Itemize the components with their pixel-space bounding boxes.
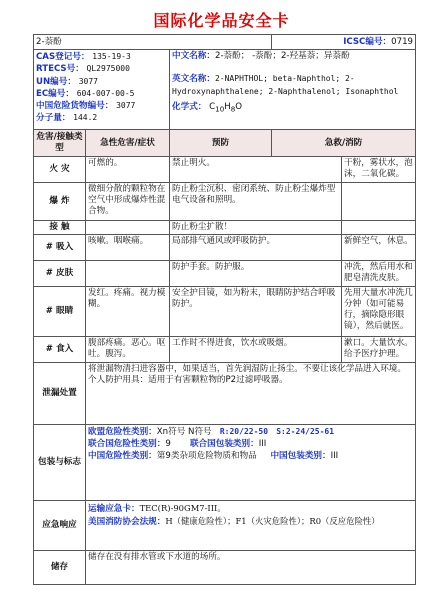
- card-title: 国际化学品安全卡: [153, 11, 290, 30]
- formula-line: 化学式： $C_{10}H_8O$: [172, 101, 243, 114]
- storage-row: [34, 551, 416, 585]
- inhale-type: # 吸入: [34, 235, 86, 261]
- cas-line: CAS登记号： 135-19-3: [36, 52, 131, 62]
- chemical-name: 2-萘酚: [34, 35, 272, 50]
- ingest-row: [34, 337, 416, 363]
- nfpa-line: 美国消防协会法规：H（健康危险性）；F1（火灾危险性）；R0（反应危险性）: [88, 516, 380, 527]
- ingest-prevention: 工作时不得进食，饮水或吸烟。: [170, 337, 342, 363]
- ingest-hazard: 腹部疼痛。恶心。呕吐。腹泻。: [86, 337, 170, 363]
- identifiers-cell: [34, 50, 170, 130]
- transport-card-line: 运输应急卡：TEC(R)-90GM7-III。: [88, 503, 226, 514]
- eu-class-line: 欧盟危险性类别：Xn符号 N符号 R:20/22-50 S:2-24/25-61: [88, 427, 335, 437]
- ec-line: EC编号： 604-007-00-5: [36, 88, 135, 99]
- fire-hazard: 可燃的。: [86, 157, 170, 183]
- fire-aid: 干粉，雾状水，泡沫，二氧化碳。: [342, 157, 416, 183]
- skin-aid: 冲洗，然后用水和肥皂清洗皮肤。: [342, 261, 416, 287]
- skin-row: [34, 261, 416, 287]
- explosion-aid: [342, 183, 416, 221]
- header-hazard: 急性危害/症状: [86, 130, 170, 157]
- rtecs-line: RTECS号： QL2975000: [36, 64, 130, 75]
- inhale-row: [34, 235, 416, 261]
- skin-type: # 皮肤: [34, 261, 86, 287]
- ingest-type: # 食入: [34, 337, 86, 363]
- contact-row: [34, 221, 416, 235]
- eye-hazard: 发红。疼痛。视力模糊。: [86, 287, 170, 337]
- un-line: UN编号： 3077: [36, 76, 98, 87]
- spill-text: 将泄漏物清扫进容器中，如果适当，首先润湿防止扬尘。不要让该化学品进入环境。个人防护用具：适用于有害颗粒物的P2过滤呼吸器。: [86, 363, 416, 425]
- inhale-hazard: 咳嗽。咽喉痛。: [86, 235, 170, 261]
- inhale-prevention: 局部排气通风或呼吸防护。: [170, 235, 342, 261]
- contact-hazard: [86, 221, 170, 235]
- emergency-row: [34, 501, 416, 551]
- cn-dg-line: 中国危险货物编号： 3077: [36, 101, 136, 112]
- inhale-aid: 新鲜空气，休息。: [342, 235, 416, 261]
- fire-prevention: 禁止明火。: [170, 157, 342, 183]
- icsc-label: ICSC编号：: [343, 36, 392, 47]
- explosion-prevention: 防止粉尘沉积、密闭系统、防止粉尘爆炸型电气设备和照明。: [170, 183, 342, 221]
- emergency-label: 应急响应: [34, 501, 86, 551]
- spill-label: 泄漏处置: [34, 363, 86, 425]
- cn-class-line: 中国危险性类别：第9类杂项危险物质和物品 中国包装类别：III: [88, 451, 339, 461]
- skin-hazard: [86, 261, 170, 287]
- skin-prevention: 防护手套。防护服。: [170, 261, 342, 287]
- name-row: [34, 35, 416, 50]
- contact-type: 接 触: [34, 221, 86, 235]
- icsc-number: 0719: [391, 36, 414, 47]
- packaging-label: 包装与标志: [34, 425, 86, 501]
- explosion-row: [34, 183, 416, 221]
- emergency-cell: [86, 501, 416, 551]
- identifiers-row: [34, 50, 416, 130]
- packaging-cell: [86, 425, 416, 501]
- contact-prevention: 防止粉尘扩散！: [170, 221, 342, 235]
- un-class-line: 联合国危险性类别：9 联合国包装类别：III: [88, 439, 267, 449]
- header-type: 危害/接触类型: [34, 130, 86, 157]
- en-name-line: 英文名称：2-NAPHTHOL; beta-Naphthol; 2-Hydroxynaphthalene; 2-Naphthalenol; Isonaphthol: [172, 74, 399, 96]
- contact-aid: [342, 221, 416, 235]
- mw-line: 分子量： 144.2: [36, 113, 98, 124]
- storage-text: 储存在没有排水管或下水道的场所。: [86, 551, 416, 585]
- explosion-type: 爆 炸: [34, 183, 86, 221]
- explosion-hazard: 微细分散的颗粒物在空气中形成爆炸性混合物。: [86, 183, 170, 221]
- icsc-number-cell: [272, 35, 416, 50]
- eye-row: [34, 287, 416, 337]
- fire-row: [34, 157, 416, 183]
- ingest-aid: 漱口。大量饮水。给予医疗护理。: [342, 337, 416, 363]
- names-cell: [170, 50, 416, 130]
- spill-row: [34, 363, 416, 425]
- packaging-row: [34, 425, 416, 501]
- eye-aid: 先用大量水冲洗几分钟（如可能易行，摘除隐形眼镜），然后就医。: [342, 287, 416, 337]
- chemical-formula: $C_{10}H_8O$: [209, 101, 243, 114]
- fire-type: 火 灾: [34, 157, 86, 183]
- eye-type: # 眼睛: [34, 287, 86, 337]
- header-prevention: 预防: [170, 130, 272, 157]
- storage-label: 储存: [34, 551, 86, 585]
- cn-name-line: 中文名称：2-萘酚； -萘酚；2-羟基萘；异萘酚: [172, 51, 350, 61]
- hazard-header-row: [34, 130, 416, 157]
- header-first-aid: 急救/消防: [272, 130, 416, 157]
- safety-card-table: [33, 34, 416, 585]
- eye-prevention: 安全护目镜，如为粉末，眼睛防护结合呼吸防护。: [170, 287, 342, 337]
